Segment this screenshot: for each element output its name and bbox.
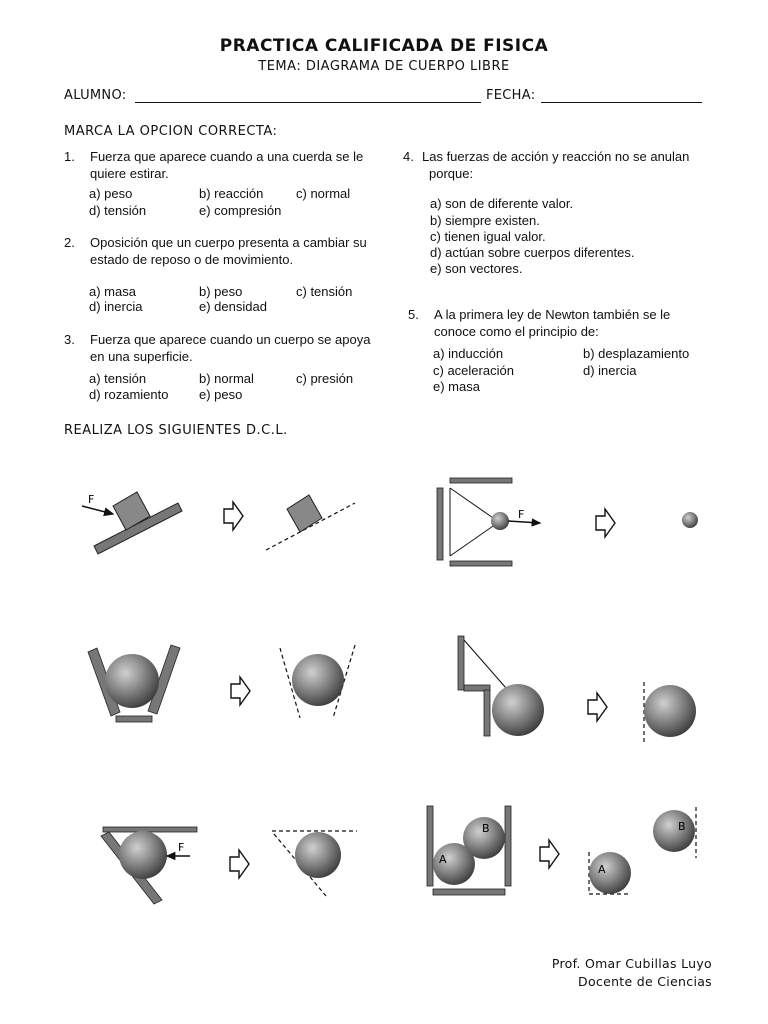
instructions-heading: MARCA LA OPCION CORRECTA: — [64, 124, 278, 139]
sphere-a-label: A — [598, 863, 606, 876]
option-c[interactable]: c) aceleración — [433, 363, 514, 378]
diagram-block-incline — [82, 492, 182, 554]
option-c[interactable]: c) normal — [296, 186, 351, 201]
date-label: FECHA: — [486, 88, 536, 103]
option-b[interactable]: b) siempre existen. — [430, 213, 540, 228]
page-title: PRACTICA CALIFICADA DE FISICA — [219, 36, 549, 56]
option-b[interactable]: b) normal — [199, 371, 254, 386]
question-text: Fuerza que aparece cuando un cuerpo se apoya en una superficie. — [90, 332, 371, 364]
sphere-a-label: A — [439, 853, 447, 866]
question-text: Las fuerzas de acción y reacción no se anulan porque: — [422, 149, 690, 181]
option-d[interactable]: d) actúan sobre cuerpos diferentes. — [430, 245, 635, 260]
question-number: 3. — [64, 332, 75, 347]
diagram-sphere-v-container-dcl — [280, 645, 355, 718]
diagram-block-incline-dcl — [266, 495, 355, 550]
option-e[interactable]: e) densidad — [199, 299, 267, 314]
arrow-icon — [596, 509, 615, 537]
option-e[interactable]: e) compresión — [199, 203, 282, 218]
option-e[interactable]: e) masa — [433, 379, 480, 394]
diagram-sphere-step — [458, 636, 544, 736]
diagram-sphere-step-dcl — [644, 682, 696, 742]
arrow-icon — [224, 502, 243, 530]
question-number: 1. — [64, 149, 75, 164]
option-e[interactable]: e) son vectores. — [430, 261, 523, 276]
option-c[interactable]: c) tensión — [296, 284, 353, 299]
question-number: 4. — [403, 149, 414, 164]
option-d[interactable]: d) tensión — [89, 203, 147, 218]
question-text: Oposición que un cuerpo presenta a cambiar su estado de reposo o de movimiento. — [90, 235, 367, 267]
option-d[interactable]: d) rozamiento — [89, 387, 169, 402]
force-label: F — [178, 841, 185, 854]
sphere-b-label: B — [678, 820, 686, 833]
diagram-sphere-v-container — [88, 645, 180, 722]
option-a[interactable]: a) inducción — [433, 346, 504, 361]
dcl-heading: REALIZA LOS SIGUIENTES D.C.L. — [64, 423, 288, 438]
arrow-icon — [231, 677, 250, 705]
option-b[interactable]: b) peso — [199, 284, 243, 299]
option-a[interactable]: a) tensión — [89, 371, 147, 386]
diagram-sphere-ceiling-incline — [101, 827, 197, 904]
diagram-two-spheres-box-dcl — [589, 807, 696, 894]
diagram-sphere-strings-dcl — [682, 512, 698, 528]
option-d[interactable]: d) inercia — [89, 299, 143, 314]
question-number: 5. — [408, 307, 419, 322]
force-label: F — [518, 508, 525, 521]
diagram-two-spheres-box — [427, 806, 511, 895]
arrow-icon — [588, 693, 607, 721]
option-b[interactable]: b) desplazamiento — [583, 346, 690, 361]
question-number: 2. — [64, 235, 75, 250]
author-role: Docente de Ciencias — [578, 974, 712, 989]
author-name: Prof. Omar Cubillas Luyo — [551, 956, 712, 971]
option-a[interactable]: a) masa — [89, 284, 136, 299]
arrow-icon — [230, 850, 249, 878]
force-arrow — [508, 521, 540, 523]
option-c[interactable]: c) tienen igual valor. — [430, 229, 546, 244]
sphere-b-label: B — [482, 822, 490, 835]
option-c[interactable]: c) presión — [296, 371, 354, 386]
question-text: A la primera ley de Newton también se le conoce como el principio de: — [434, 307, 671, 339]
option-a[interactable]: a) son de diferente valor. — [430, 196, 574, 211]
page-subtitle: TEMA: DIAGRAMA DE CUERPO LIBRE — [258, 59, 510, 74]
option-d[interactable]: d) inercia — [583, 363, 637, 378]
question-text: Fuerza que aparece cuando a una cuerda se le quiere estirar. — [90, 149, 364, 181]
force-arrow — [82, 506, 113, 514]
student-label: ALUMNO: — [64, 88, 127, 103]
arrow-icon — [540, 840, 559, 868]
option-e[interactable]: e) peso — [199, 387, 243, 402]
diagram-sphere-ceiling-incline-dcl — [272, 831, 357, 896]
diagram-sphere-strings — [437, 478, 540, 566]
force-label: F — [88, 493, 95, 506]
option-a[interactable]: a) peso — [89, 186, 133, 201]
option-b[interactable]: b) reacción — [199, 186, 264, 201]
